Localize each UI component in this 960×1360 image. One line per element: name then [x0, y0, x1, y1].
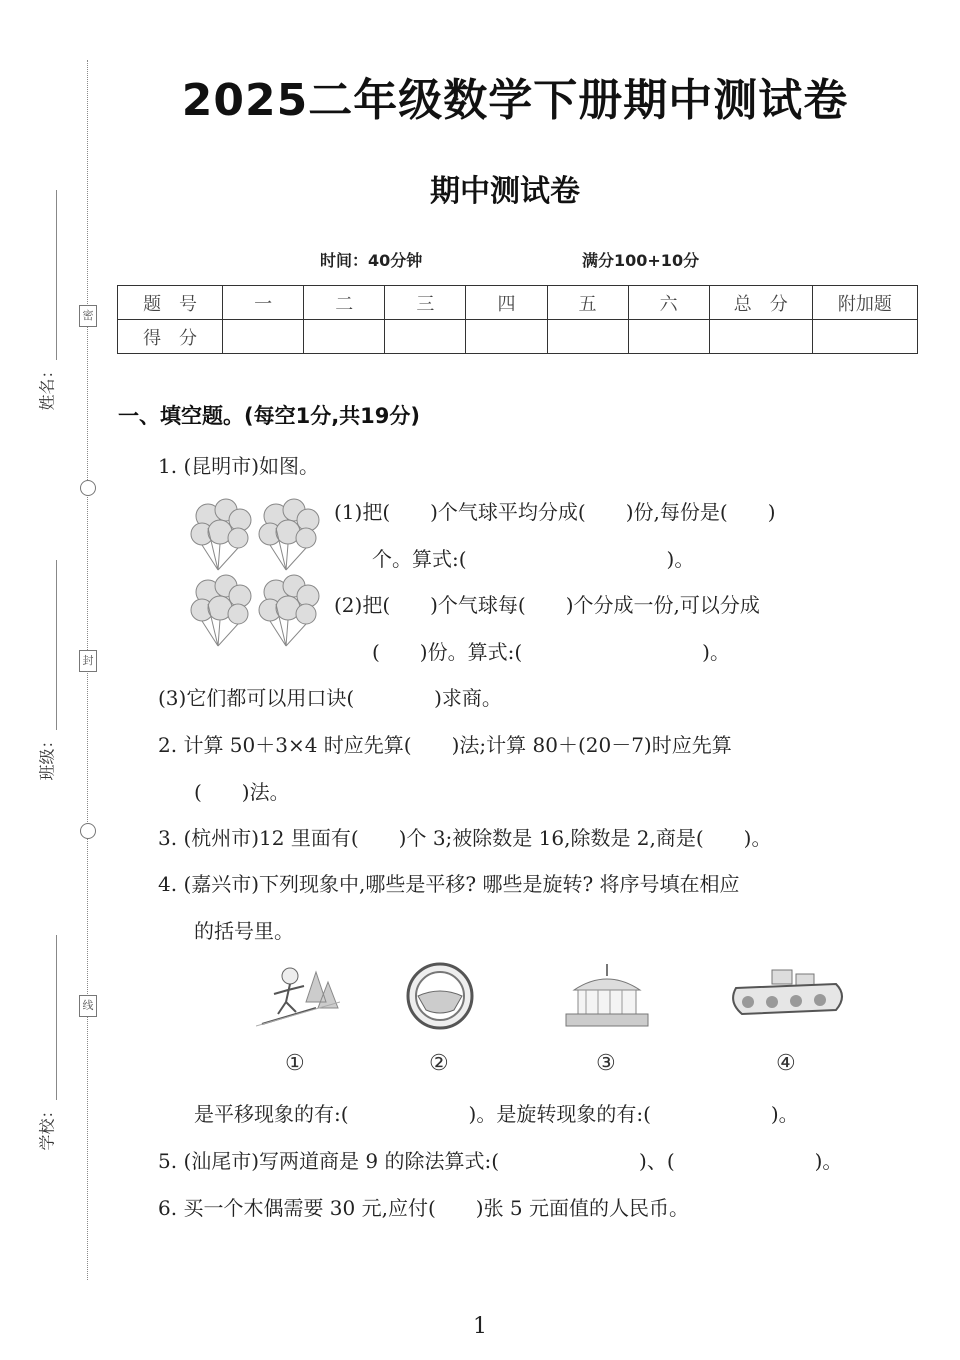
balloon-bunch-4-icon: [259, 575, 319, 646]
page-title: 2025二年级数学下册期中测试卷: [181, 75, 849, 126]
section-heading: 一、填空题。(每空1分,共19分): [118, 404, 421, 428]
score-input-cell[interactable]: [547, 320, 628, 354]
score-input-cell[interactable]: [812, 320, 917, 354]
q4-line2: 的括号里。: [194, 919, 294, 943]
school-label: 学校：: [37, 1102, 57, 1151]
q2-line1: 2. 计算 50＋3×4 时应先算( )法;计算 80＋(20－7)时应先算: [158, 733, 732, 757]
score-table: [117, 285, 918, 354]
score-input-cell[interactable]: [466, 320, 547, 354]
carousel-icon: [560, 960, 654, 1032]
q6-line: 6. 买一个木偶需要 30 元,应付( )张 5 元面值的人民币。: [158, 1196, 690, 1220]
balloon-bunch-2-icon: [259, 499, 319, 570]
q1-part2-line1: (2)把( )个气球每( )个分成一份,可以分成: [334, 593, 760, 617]
score-table-header-row: [118, 286, 918, 320]
balloon-bunch-3-icon: [191, 575, 251, 646]
table-cell: 六: [628, 286, 709, 320]
seal-box-2: 封: [79, 650, 97, 672]
table-cell: 一: [223, 286, 304, 320]
table-cell: 五: [547, 286, 628, 320]
steering-wheel-icon: [404, 960, 476, 1032]
name-underline: [56, 190, 57, 360]
q3-line: 3. (杭州市)12 里面有( )个 3;被除数是 16,除数是 2,商是( )。: [158, 826, 772, 850]
q1-part3: (3)它们都可以用口诀( )求商。: [158, 686, 502, 710]
table-cell: 三: [385, 286, 466, 320]
picture-label-3: ③: [596, 1051, 616, 1076]
q4-answer-line: 是平移现象的有:( )。是旋转现象的有:( )。: [194, 1102, 799, 1126]
q1-part2-line2: ( )份。算式:( )。: [372, 640, 730, 664]
table-cell: 二: [304, 286, 385, 320]
score-input-cell[interactable]: [628, 320, 709, 354]
class-underline: [56, 560, 57, 730]
balloon-bunch-1-icon: [191, 499, 251, 570]
picture-label-2: ②: [429, 1051, 449, 1076]
seal-box-1: 密: [79, 305, 97, 327]
page-number: 1: [473, 1314, 487, 1339]
q1-intro: 1. (昆明市)如图。: [158, 454, 320, 478]
q2-line2: ( )法。: [194, 780, 290, 804]
time-limit: 时间：40分钟: [320, 251, 423, 270]
q4-line1: 4. (嘉兴市)下列现象中,哪些是平移? 哪些是旋转? 将序号填在相应: [158, 872, 740, 896]
table-cell: 总 分: [709, 286, 812, 320]
conveyor-belt-icon: [726, 966, 852, 1026]
binding-hole-1: [80, 480, 96, 496]
q1-part1-line1: (1)把( )个气球平均分成( )份,每份是( ): [334, 500, 776, 524]
score-input-cell[interactable]: [385, 320, 466, 354]
name-label: 姓名：: [37, 362, 57, 411]
school-underline: [56, 935, 57, 1100]
class-label: 班级：: [37, 732, 57, 781]
picture-label-1: ①: [285, 1051, 305, 1076]
score-input-cell[interactable]: [709, 320, 812, 354]
score-input-cell[interactable]: [223, 320, 304, 354]
table-cell: 得 分: [118, 320, 223, 354]
full-score: 满分100+10分: [582, 251, 700, 270]
score-input-cell[interactable]: [304, 320, 385, 354]
table-cell: 附加题: [812, 286, 917, 320]
picture-label-4: ④: [776, 1051, 796, 1076]
seal-box-3: 线: [79, 995, 97, 1017]
skier-icon: [256, 962, 340, 1030]
score-table-score-row: [118, 320, 918, 354]
page-subtitle: 期中测试卷: [430, 174, 580, 209]
balloons-illustration: [188, 498, 328, 650]
table-cell: 题 号: [118, 286, 223, 320]
binding-hole-2: [80, 823, 96, 839]
table-cell: 四: [466, 286, 547, 320]
q5-line: 5. (汕尾市)写两道商是 9 的除法算式:( )、( )。: [158, 1149, 843, 1173]
q1-part1-line2: 个。算式:( )。: [372, 547, 695, 571]
